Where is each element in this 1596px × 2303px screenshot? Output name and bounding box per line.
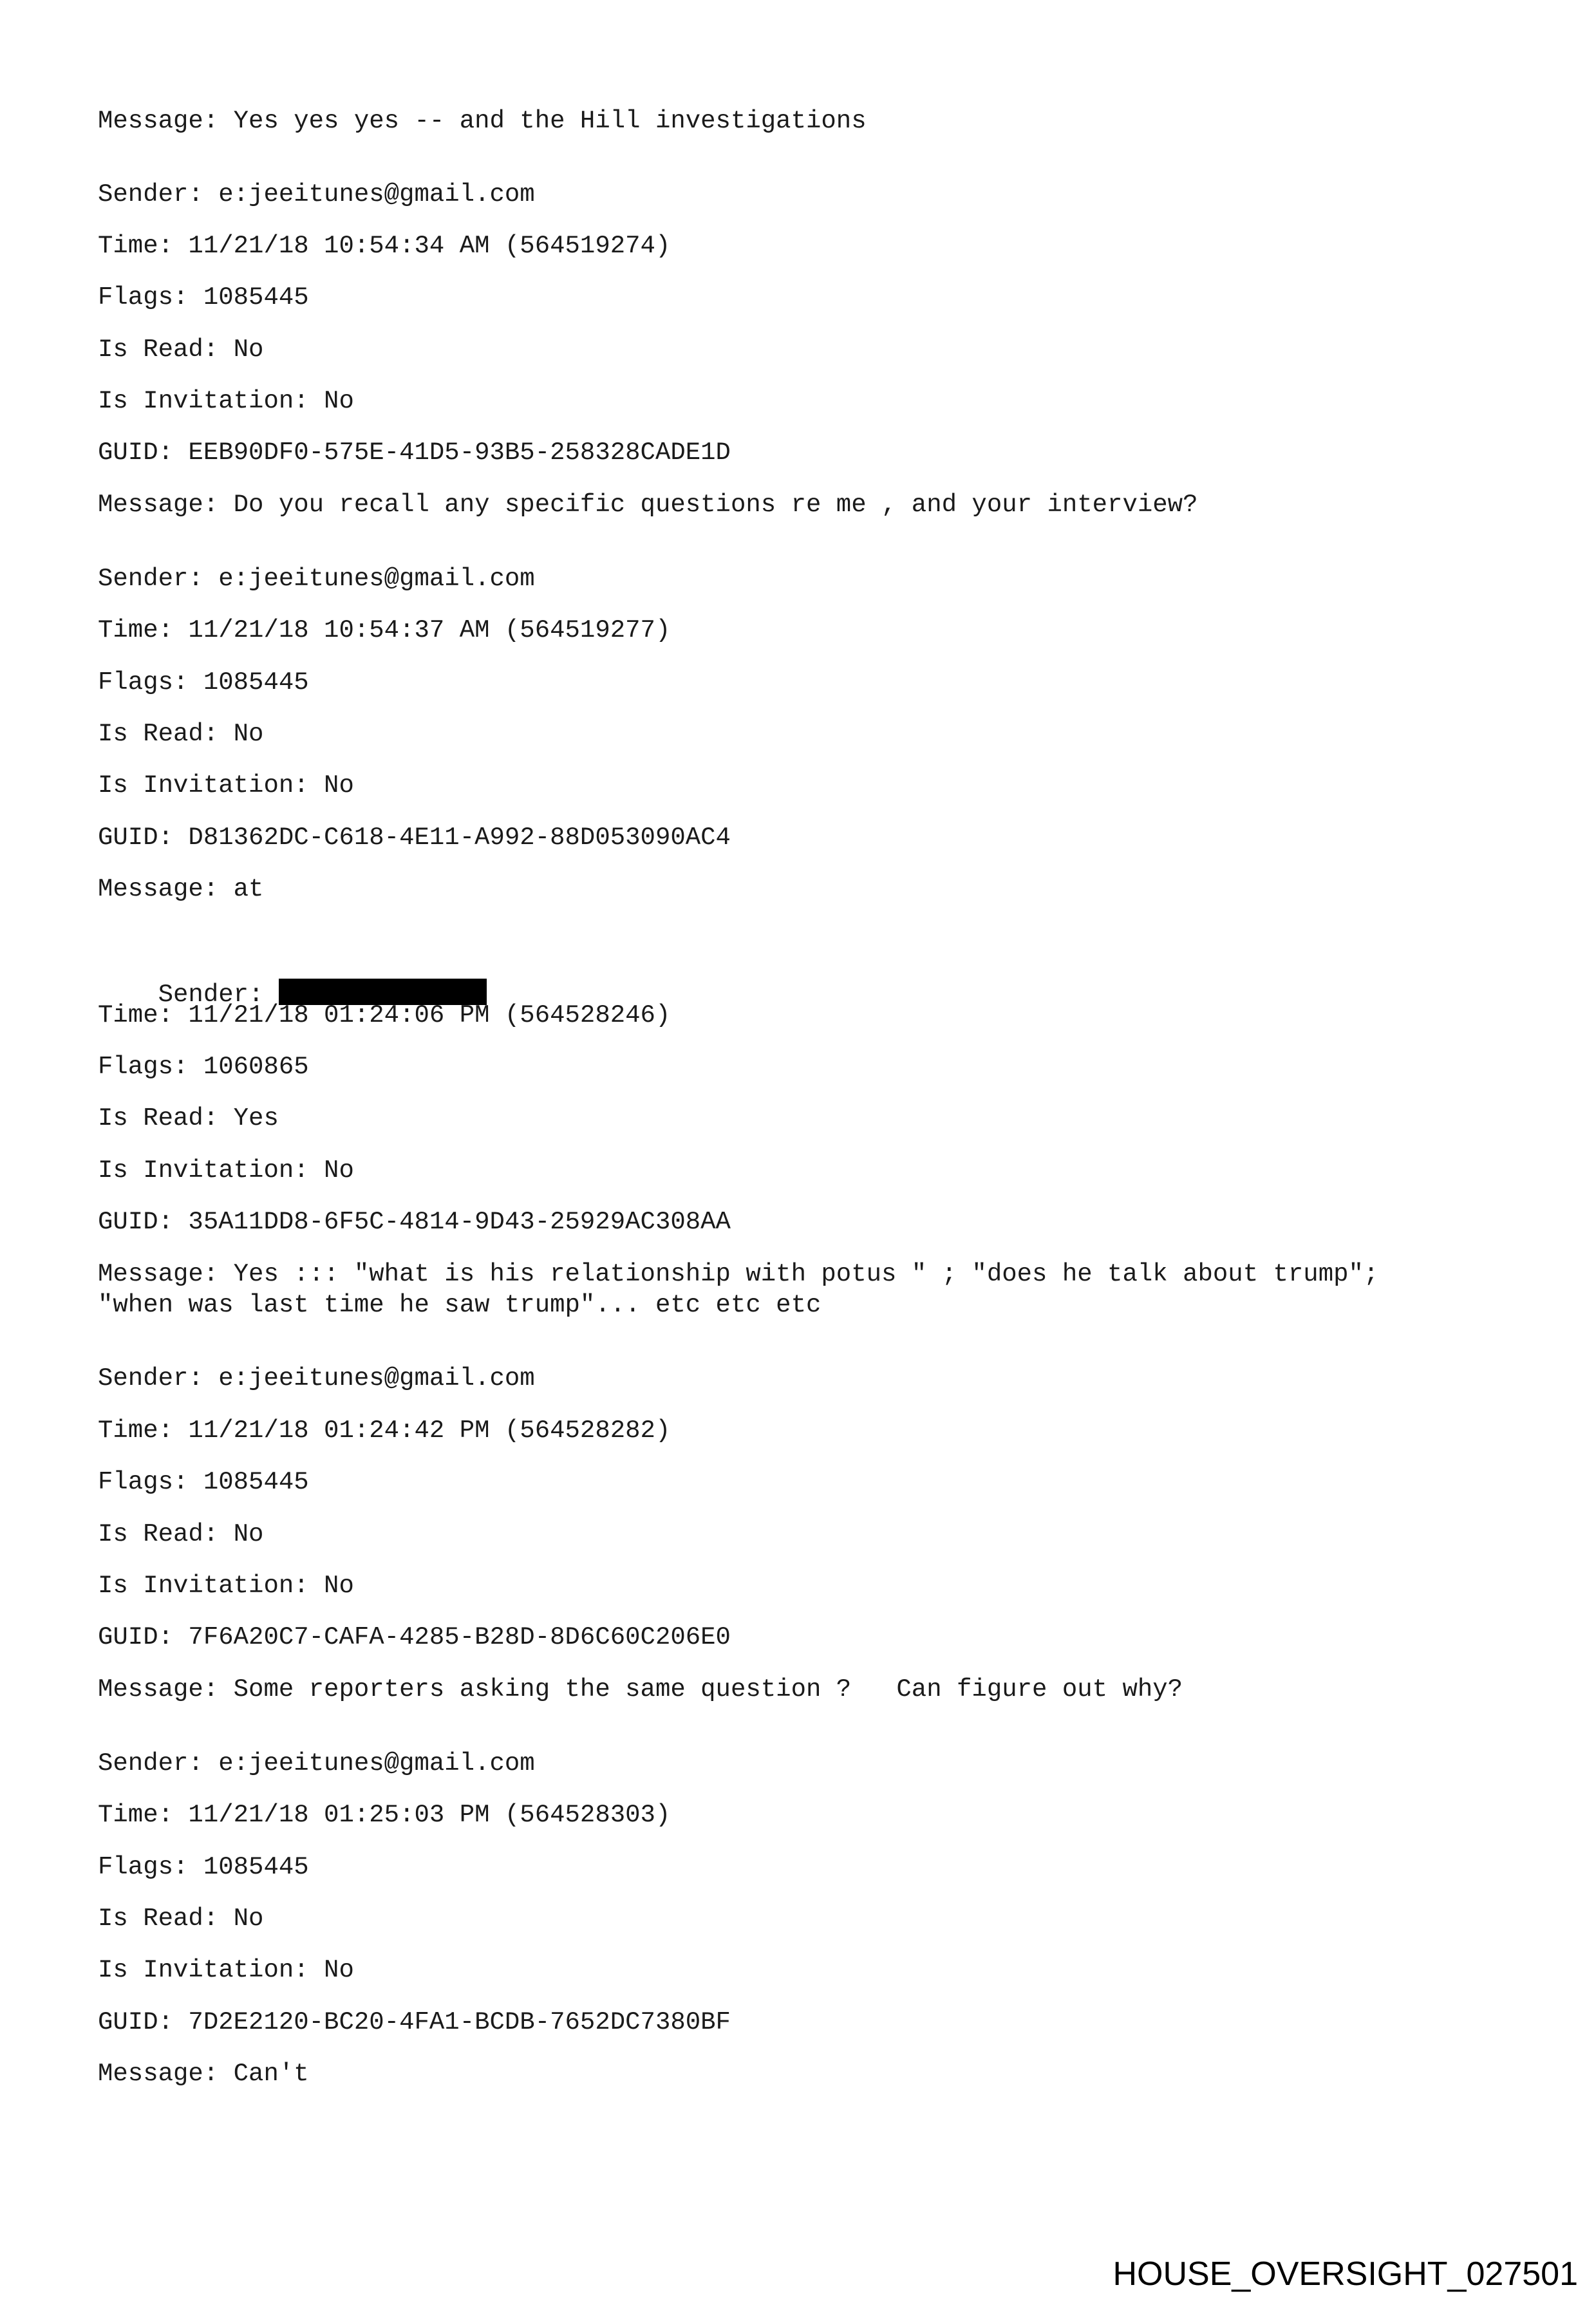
guid-line: GUID: 7F6A20C7-CAFA-4285-B28D-8D6C60C206E0 (98, 1623, 731, 1651)
time-line: Time: 11/21/18 01:24:06 PM (564528246) (98, 1001, 671, 1029)
sender-label: Sender: (158, 981, 279, 1009)
is-invitation-line: Is Invitation: No (98, 1956, 354, 1984)
guid-line: GUID: EEB90DF0-575E-41D5-93B5-258328CADE1D (98, 438, 731, 467)
is-read-line: Is Read: Yes (98, 1104, 279, 1133)
guid-line: GUID: D81362DC-C618-4E11-A992-88D053090AC4 (98, 823, 731, 852)
flags-line: Flags: 1085445 (98, 1468, 309, 1496)
flags-line: Flags: 1085445 (98, 668, 309, 697)
is-read-line: Is Read: No (98, 1904, 264, 1933)
is-invitation-line: Is Invitation: No (98, 387, 354, 415)
message-text: Message: Yes ::: "what is his relationship with potus " ; "does he talk about trump"; "when was last time he saw trump"... etc etc etc (98, 1260, 1379, 1319)
guid-line: GUID: 7D2E2120-BC20-4FA1-BCDB-7652DC7380BF (98, 2008, 731, 2036)
is-read-line: Is Read: No (98, 720, 264, 748)
time-line: Time: 11/21/18 10:54:37 AM (564519277) (98, 616, 671, 644)
time-line: Time: 11/21/18 10:54:34 AM (564519274) (98, 232, 671, 260)
flags-line: Flags: 1060865 (98, 1053, 309, 1081)
is-read-line: Is Read: No (98, 1520, 264, 1548)
message-text: Message: Some reporters asking the same question ? Can figure out why? (98, 1675, 1183, 1704)
message-text: Message: Yes yes yes -- and the Hill investigations (98, 107, 867, 135)
sender-line: Sender: e:jeeitunes@gmail.com (98, 565, 535, 593)
guid-line: GUID: 35A11DD8-6F5C-4814-9D43-25929AC308AA (98, 1208, 731, 1236)
is-invitation-line: Is Invitation: No (98, 771, 354, 800)
flags-line: Flags: 1085445 (98, 1853, 309, 1881)
message-text: Message: Do you recall any specific questions re me , and your interview? (98, 491, 1198, 519)
flags-line: Flags: 1085445 (98, 283, 309, 312)
message-text: Message: Can't (98, 2060, 309, 2088)
sender-line: Sender: e:jeeitunes@gmail.com (98, 180, 535, 209)
is-read-line: Is Read: No (98, 335, 264, 364)
time-line: Time: 11/21/18 01:24:42 PM (564528282) (98, 1416, 671, 1445)
sender-line: Sender: e:jeeitunes@gmail.com (98, 1749, 535, 1778)
is-invitation-line: Is Invitation: No (98, 1572, 354, 1600)
message-text: Message: at (98, 875, 264, 903)
sender-line: Sender: e:jeeitunes@gmail.com (98, 1364, 535, 1393)
time-line: Time: 11/21/18 01:25:03 PM (564528303) (98, 1801, 671, 1829)
is-invitation-line: Is Invitation: No (98, 1156, 354, 1185)
bates-number: HOUSE_OVERSIGHT_027501 (1113, 2255, 1578, 2293)
